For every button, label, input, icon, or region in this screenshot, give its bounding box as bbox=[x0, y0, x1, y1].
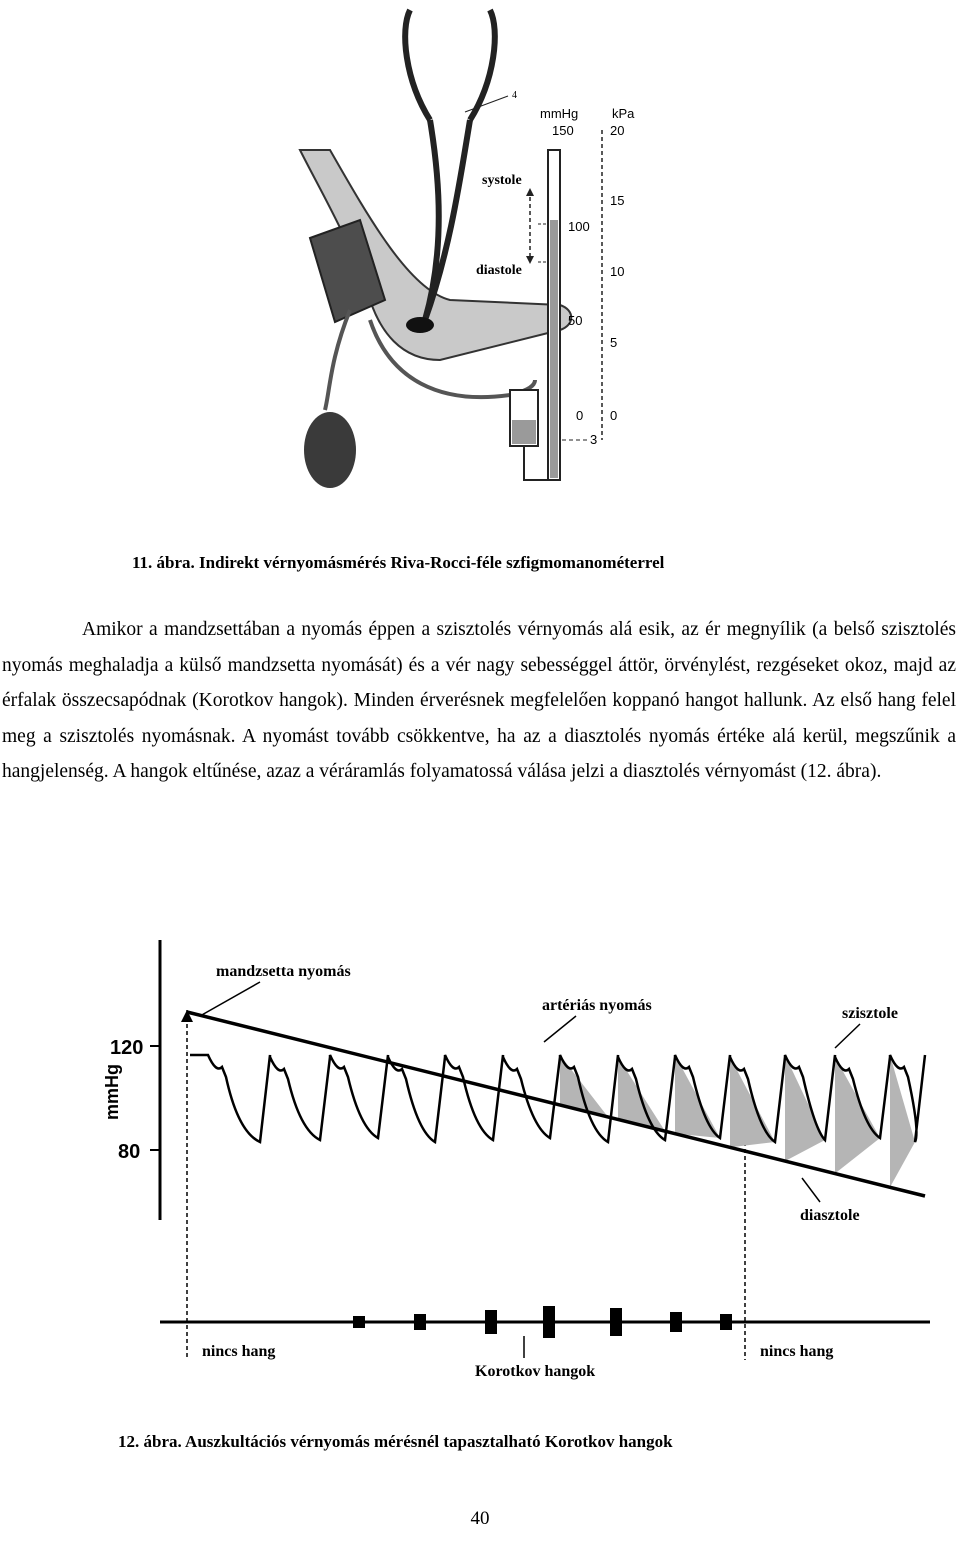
mmhg-tick: 50 bbox=[568, 313, 583, 328]
sound-burst bbox=[720, 1314, 732, 1330]
kpa-tick: 15 bbox=[610, 193, 625, 208]
diastole-label: diasztole bbox=[800, 1207, 860, 1224]
sound-burst bbox=[670, 1312, 682, 1332]
systole-label: systole bbox=[482, 173, 522, 188]
sound-burst bbox=[353, 1316, 365, 1328]
mmhg-tick: 150 bbox=[552, 123, 574, 138]
sphygmomanometer-illustration bbox=[290, 0, 650, 520]
y-axis-label: mmHg bbox=[102, 1063, 122, 1120]
y-tick-80: 80 bbox=[118, 1141, 141, 1163]
pointer-label: 4 bbox=[512, 90, 517, 101]
y-tick-120: 120 bbox=[110, 1037, 144, 1059]
sound-burst bbox=[610, 1308, 622, 1336]
kpa-tick: 3 bbox=[590, 432, 598, 447]
korotkov-diagram bbox=[90, 930, 950, 1390]
sound-burst bbox=[414, 1314, 426, 1330]
sound-burst bbox=[543, 1306, 555, 1338]
kpa-unit: kPa bbox=[612, 106, 635, 121]
figure-12-caption: 12. ábra. Auszkultációs vérnyomás mérésnél tapasztalható Korotkov hangok bbox=[118, 1432, 673, 1451]
shaded-area bbox=[890, 1055, 915, 1187]
kpa-tick: 5 bbox=[610, 335, 618, 350]
shaded-area bbox=[835, 1057, 880, 1174]
page-number: 40 bbox=[470, 1508, 490, 1529]
kpa-tick: 0 bbox=[610, 408, 618, 423]
arterial-pressure-label: artériás nyomás bbox=[542, 997, 652, 1014]
cuff-pressure-line bbox=[187, 1012, 925, 1196]
figure-11-caption: 11. ábra. Indirekt vérnyomásmérés Riva-Rocci-féle szfigmomanométerrel bbox=[132, 553, 665, 572]
sound-burst bbox=[485, 1310, 497, 1334]
systole-label: szisztole bbox=[842, 1005, 898, 1022]
cuff-pressure-label: mandzsetta nyomás bbox=[216, 963, 351, 980]
no-sound-right-label: nincs hang bbox=[760, 1343, 834, 1360]
paragraph-text: Amikor a mandzsettában a nyomás éppen a szisztolés vérnyomás alá esik, az ér megnyílik (a belső szisztolés nyomás meghaladja a külső mandzsetta nyomását) és a vér nagy sebességgel áttör, örvénylést, rezgéseket okoz, majd az érfalak összecsapódnak (Korotkov hangok). Minden érverésnek megfelelően koppanó hangot hallunk. Az első hang felel meg a szisztolés nyomásnak. A nyomást tovább csökkentve, ha az a diasztolés nyomás értéke alá kerül, megszűnik a hangjelenség. A hangok eltűnése, azaz a véráramlás folyamatossá válása jelzi a diasztolés vérnyomást (12. ábra). bbox=[2, 619, 956, 782]
inflation-bulb bbox=[304, 412, 356, 488]
no-sound-left-label: nincs hang bbox=[202, 1343, 276, 1360]
kpa-tick: 20 bbox=[610, 123, 625, 138]
mmhg-unit: mmHg bbox=[540, 106, 579, 121]
mmhg-tick: 100 bbox=[568, 219, 590, 234]
stethoscope-head bbox=[406, 317, 434, 333]
mmhg-tick: 0 bbox=[576, 408, 584, 423]
kpa-tick: 10 bbox=[610, 264, 625, 279]
korotkov-sounds-label: Korotkov hangok bbox=[475, 1363, 596, 1380]
diastole-label: diastole bbox=[476, 263, 522, 278]
body-paragraph bbox=[2, 612, 956, 790]
shaded-area bbox=[785, 1055, 825, 1161]
